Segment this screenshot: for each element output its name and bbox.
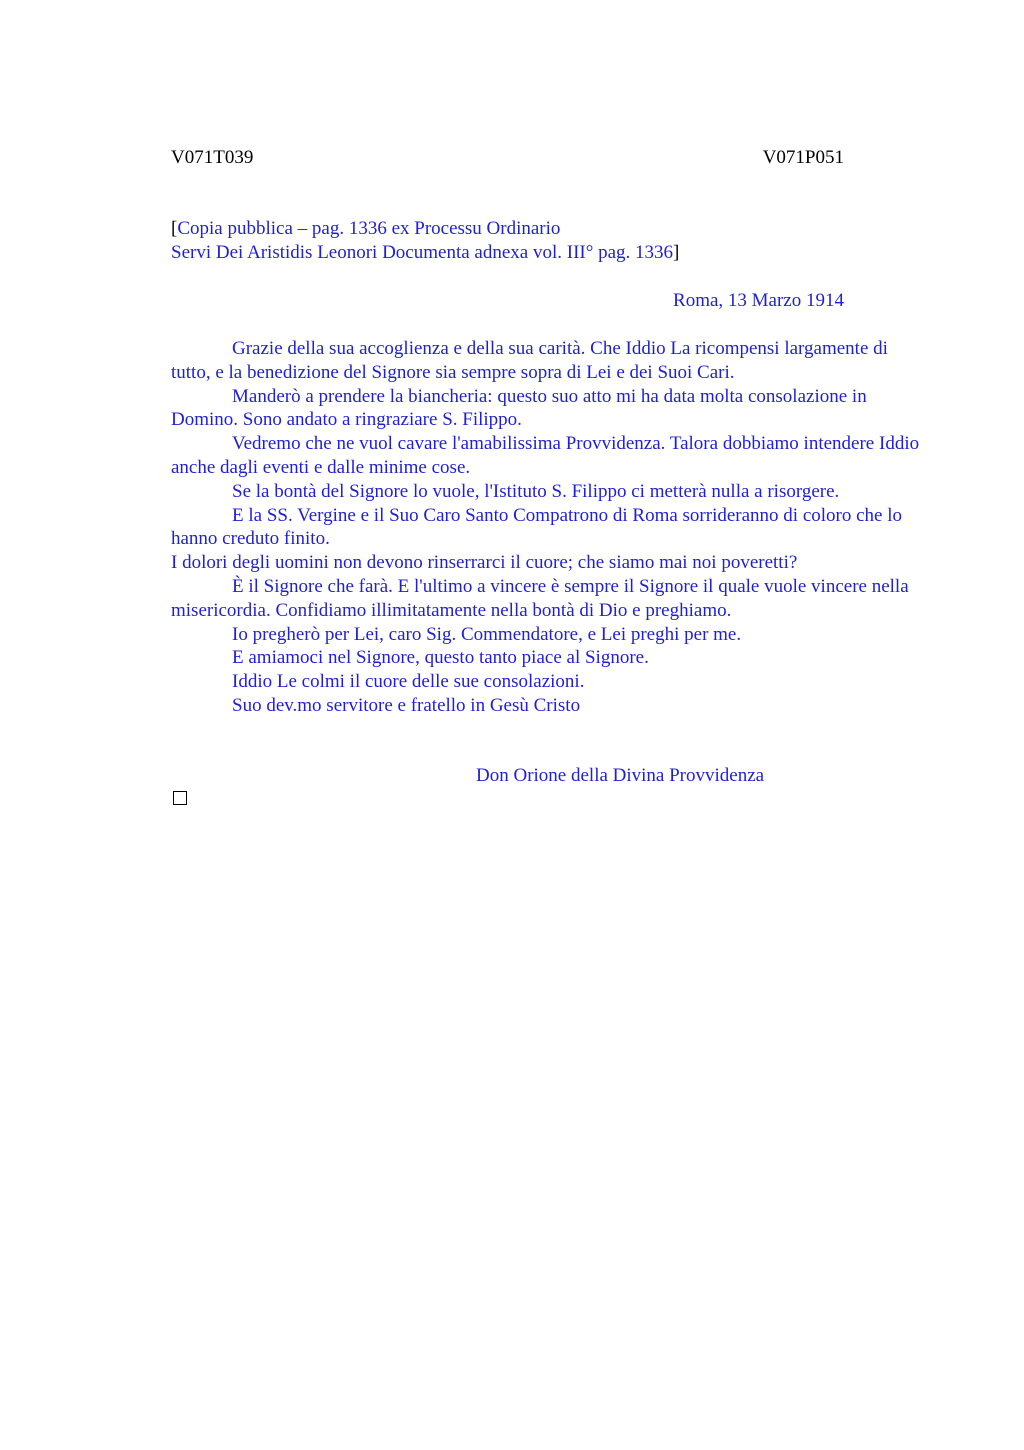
letter-paragraph: Manderò a prendere la biancheria: questo suo atto mi ha data molta consolazione in Domino. Sono andato a ringraziare S. Filippo. xyxy=(171,385,867,431)
source-reference xyxy=(171,217,871,265)
letter-signature: Don Orione della Divina Provvidenza xyxy=(476,765,765,786)
document-code-right: V071P051 xyxy=(762,147,844,168)
letter-paragraph: Grazie della sua accoglienza e della sua carità. Che Iddio La ricompensi largamente di tutto, e la benedizione del Signore sia sempre sopra di Lei e dei Suoi Cari. xyxy=(171,338,888,383)
empty-square-icon xyxy=(173,791,187,805)
letter-paragraph: È il Signore che farà. E l'ultimo a vincere è sempre il Signore il quale vuole vincere nella misericordia. Confidiamo illimitatamente nella bontà di Dio e preghiamo. xyxy=(171,575,909,621)
letter-paragraph: I dolori degli uomini non devono rinserrarci il cuore; che siamo mai noi poveretti? xyxy=(171,552,798,574)
letter-paragraph: Vedremo che ne vuol cavare l'amabilissima Provvidenza. Talora dobbiamo intendere Iddio anche dagli eventi e dalle minime cose. xyxy=(171,433,920,478)
letter-paragraph: Iddio Le colmi il cuore delle sue consolazioni. xyxy=(232,671,585,693)
letter-paragraph: Suo dev.mo servitore e fratello in Gesù Cristo xyxy=(232,694,581,716)
source-close-bracket: ] xyxy=(673,242,680,263)
letter-body xyxy=(171,337,931,718)
source-line-1: Copia pubblica – pag. 1336 ex Processu Ordinario xyxy=(177,218,561,239)
source-open-bracket: [ xyxy=(171,218,178,239)
letter-date: Roma, 13 Marzo 1914 xyxy=(673,290,844,311)
letter-paragraph: Io pregherò per Lei, caro Sig. Commendatore, e Lei preghi per me. xyxy=(232,623,742,645)
letter-paragraph: Se la bontà del Signore lo vuole, l'Istituto S. Filippo ci metterà nulla a risorgere. xyxy=(232,480,840,502)
document-code-left: V071T039 xyxy=(171,147,254,168)
source-line-2: Servi Dei Aristidis Leonori Documenta adnexa vol. III° pag. 1336 xyxy=(171,242,674,263)
letter-paragraph: E la SS. Vergine e il Suo Caro Santo Compatrono di Roma sorrideranno di coloro che lo hanno creduto finito. xyxy=(171,504,903,550)
letter-paragraph: E amiamoci nel Signore, questo tanto piace al Signore. xyxy=(232,647,649,669)
